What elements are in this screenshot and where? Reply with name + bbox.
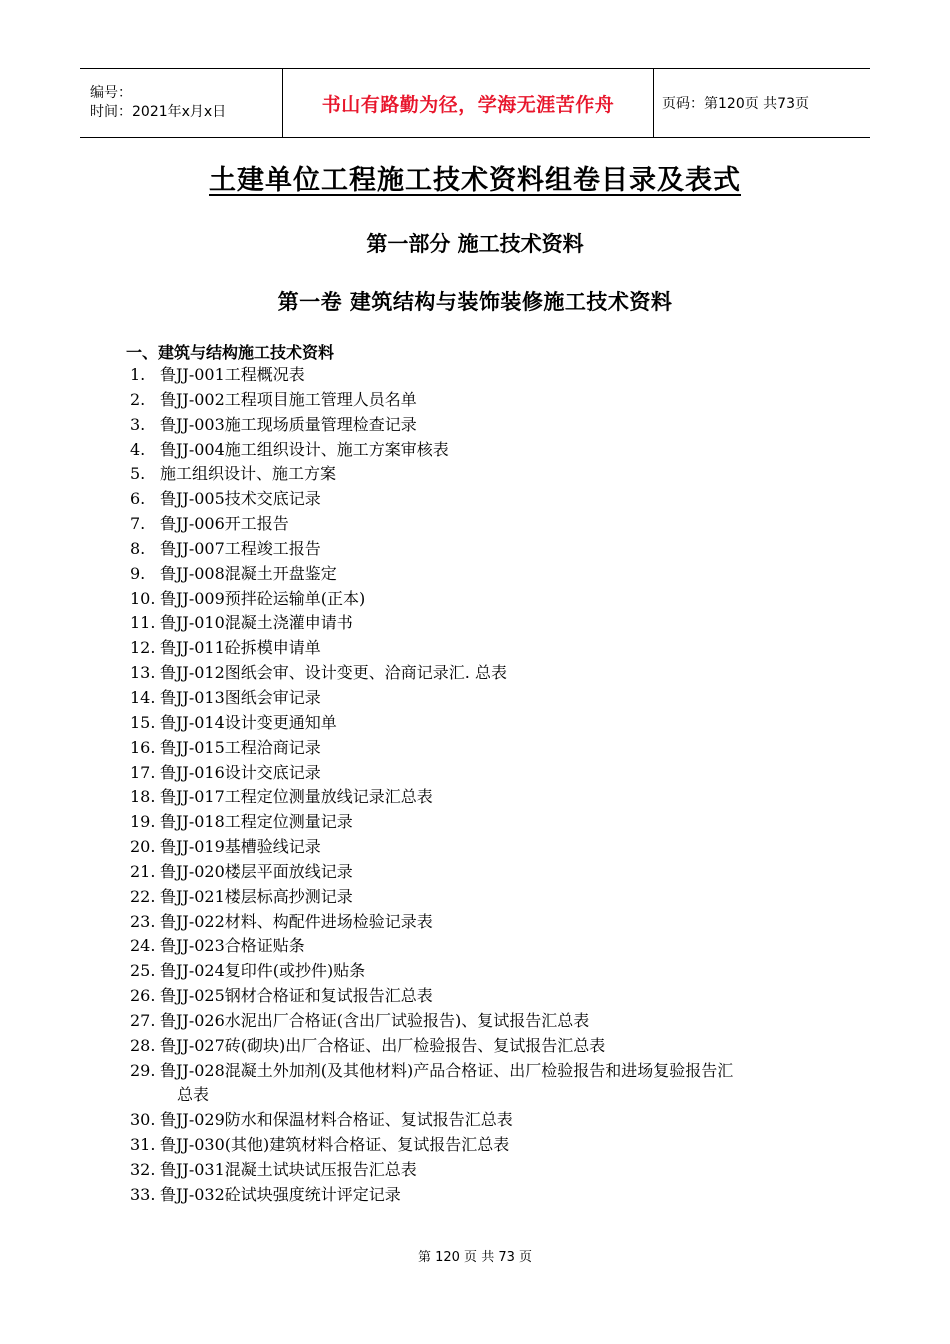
toc-item xyxy=(130,1009,850,1034)
toc-item-label: 施工组织设计、施工方案 xyxy=(160,464,337,484)
toc-item-text xyxy=(160,959,365,984)
toc-item xyxy=(130,810,850,835)
toc-item-number: 4. xyxy=(130,439,146,459)
toc-item xyxy=(130,1059,850,1109)
toc-item-number: 27. xyxy=(130,1010,156,1030)
toc-item xyxy=(130,785,850,810)
toc-item-label: 鲁JJ-002工程项目施工管理人员名单 xyxy=(160,389,417,409)
toc-item xyxy=(130,959,850,984)
toc-item-label: 鲁JJ-023合格证贴条 xyxy=(160,936,305,956)
toc-item-number: 28. xyxy=(130,1035,156,1055)
toc-item-text xyxy=(160,934,305,959)
toc-item-text xyxy=(160,413,417,438)
toc-item xyxy=(130,910,850,935)
toc-item-label: 鲁JJ-024复印件(或抄件)贴条 xyxy=(160,961,366,981)
page-label: 页码：第120页 共73页 xyxy=(662,96,809,112)
toc-item-number: 12. xyxy=(130,638,156,658)
toc-item-text xyxy=(160,487,321,512)
toc-item-continuation: 总表 xyxy=(177,1085,210,1105)
toc-item xyxy=(130,1133,850,1158)
toc-item-text xyxy=(160,636,321,661)
toc-item-text xyxy=(160,860,353,885)
volume-title: 第一卷 建筑结构与装饰装修施工技术资料 xyxy=(277,290,673,314)
toc-item-text xyxy=(160,1034,605,1059)
document-title xyxy=(0,158,950,197)
toc-item-number: 24. xyxy=(130,936,156,956)
toc-item-text xyxy=(160,587,365,612)
toc-item-label: 鲁JJ-007工程竣工报告 xyxy=(160,538,321,558)
toc-item-number: 17. xyxy=(130,762,156,782)
toc-item-text xyxy=(160,686,321,711)
toc-item xyxy=(130,934,850,959)
toc-item xyxy=(130,413,850,438)
toc-item-label: 鲁JJ-005技术交底记录 xyxy=(160,489,321,509)
toc-item-label: 鲁JJ-021楼层标高抄测记录 xyxy=(160,886,353,906)
toc-item-label: 鲁JJ-018工程定位测量记录 xyxy=(160,812,353,832)
toc-item-number: 29. xyxy=(130,1060,156,1080)
toc-item-text xyxy=(160,562,337,587)
toc-item-text xyxy=(160,1009,589,1034)
toc-item-label: 鲁JJ-004施工组织设计、施工方案审核表 xyxy=(160,439,449,459)
toc-item-label: 鲁JJ-016设计交底记录 xyxy=(160,762,321,782)
toc-item xyxy=(130,1108,850,1133)
toc-item-label: 鲁JJ-022材料、构配件进场检验记录表 xyxy=(160,911,433,931)
toc-item-number: 26. xyxy=(130,986,156,1006)
toc-item-number: 10. xyxy=(130,588,156,608)
toc-item-number: 5. xyxy=(130,464,146,484)
toc-item-label: 鲁JJ-025钢材合格证和复试报告汇总表 xyxy=(160,986,433,1006)
toc-item-text xyxy=(160,462,336,487)
toc-item-number: 9. xyxy=(130,563,146,583)
toc-item xyxy=(130,661,850,686)
toc-item-label: 鲁JJ-026水泥出厂合格证(含出厂试验报告)、复试报告汇总表 xyxy=(160,1010,590,1030)
toc-item-text xyxy=(160,761,321,786)
toc-item-text xyxy=(160,1183,401,1208)
toc-item-number: 22. xyxy=(130,886,156,906)
toc-item-label: 鲁JJ-013图纸会审记录 xyxy=(160,687,321,707)
toc-item-text xyxy=(160,984,433,1009)
toc-item-text xyxy=(160,711,337,736)
toc-item-text xyxy=(160,438,449,463)
toc-item-label: 鲁JJ-010混凝土浇灌申请书 xyxy=(160,613,353,633)
toc-item xyxy=(130,462,850,487)
toc-item-label: 鲁JJ-031混凝土试块试压报告汇总表 xyxy=(160,1160,417,1179)
toc-item xyxy=(130,636,850,661)
toc-item-text xyxy=(160,661,507,686)
toc-item-number: 30. xyxy=(130,1110,156,1130)
toc-item xyxy=(130,736,850,761)
motto: 书山有路勤为径，学海无涯苦作舟 xyxy=(321,93,615,116)
toc-item-text xyxy=(160,885,353,910)
toc-item-label: 鲁JJ-003施工现场质量管理检查记录 xyxy=(160,414,417,434)
toc-item xyxy=(130,537,850,562)
page-header xyxy=(80,68,870,138)
toc-item-number: 16. xyxy=(130,737,156,757)
toc-item-text xyxy=(160,1059,850,1109)
toc-item xyxy=(130,487,850,512)
toc-item xyxy=(130,1183,850,1208)
toc-item-text xyxy=(160,810,353,835)
toc-item xyxy=(130,835,850,860)
toc-item-label: 鲁JJ-008混凝土开盘鉴定 xyxy=(160,563,337,583)
toc-item-text xyxy=(160,388,417,413)
toc-item-text xyxy=(160,512,289,537)
toc-item-text xyxy=(160,537,321,562)
toc-item-text xyxy=(160,611,353,636)
toc-item-label: 鲁JJ-014设计变更通知单 xyxy=(160,712,337,732)
toc-item-label: 鲁JJ-032砼试块强度统计评定记录 xyxy=(160,1184,401,1204)
toc-item xyxy=(130,860,850,885)
toc-item-number: 1. xyxy=(130,365,146,384)
toc-item-label: 鲁JJ-011砼拆模申请单 xyxy=(160,638,321,658)
toc-item-number: 2. xyxy=(130,389,146,409)
header-page-cell xyxy=(654,69,870,137)
toc-item-text xyxy=(160,1133,509,1158)
toc-item xyxy=(130,686,850,711)
part-title: 第一部分 施工技术资料 xyxy=(366,232,584,256)
toc-item-label: 鲁JJ-019基槽验线记录 xyxy=(160,837,321,857)
page-footer: 第 120 页 共 73 页 xyxy=(417,1250,533,1265)
toc-item-number: 15. xyxy=(130,712,156,732)
toc-item-number: 3. xyxy=(130,414,146,434)
time-label: 时间：2021年x月x日 xyxy=(90,104,227,120)
toc-item xyxy=(130,438,850,463)
toc-item-number: 21. xyxy=(130,861,156,881)
toc-list xyxy=(130,363,850,1208)
toc-item-label: 鲁JJ-027砖(砌块)出厂合格证、出厂检验报告、复试报告汇总表 xyxy=(160,1035,606,1055)
toc-item xyxy=(130,512,850,537)
toc-item-label: 鲁JJ-028混凝土外加剂(及其他材料)产品合格证、出厂检验报告和进场复验报告汇 xyxy=(160,1060,734,1080)
toc-item xyxy=(130,388,850,413)
toc-item-text xyxy=(160,910,433,935)
toc-item-number: 33. xyxy=(130,1184,156,1204)
toc-item-label: 鲁JJ-006开工报告 xyxy=(160,514,289,534)
toc-item-number: 32. xyxy=(130,1160,156,1179)
toc-item xyxy=(130,611,850,636)
toc-item xyxy=(130,363,850,388)
toc-item-number: 23. xyxy=(130,911,156,931)
toc-item-number: 11. xyxy=(130,613,156,633)
toc-item-text xyxy=(160,1158,417,1183)
toc-item xyxy=(130,711,850,736)
toc-item-number: 13. xyxy=(130,663,156,683)
toc-item-text xyxy=(160,785,433,810)
toc-item-label: 鲁JJ-009预拌砼运输单(正本) xyxy=(160,588,366,608)
toc-item-label: 鲁JJ-012图纸会审、设计变更、洽商记录汇. 总表 xyxy=(160,663,507,683)
toc-item-text xyxy=(160,736,321,761)
toc-item-number: 18. xyxy=(130,787,156,807)
section-heading: 一、建筑与结构施工技术资料 xyxy=(126,343,335,362)
toc-item xyxy=(130,885,850,910)
header-motto-cell xyxy=(282,69,654,137)
toc-item-label: 鲁JJ-030(其他)建筑材料合格证、复试报告汇总表 xyxy=(160,1135,510,1155)
toc-item xyxy=(130,562,850,587)
document-title-text: 土建单位工程施工技术资料组卷目录及表式 xyxy=(209,165,741,196)
toc-item-number: 31. xyxy=(130,1135,156,1155)
toc-item xyxy=(130,587,850,612)
toc-item-number: 7. xyxy=(130,514,146,534)
header-left-cell xyxy=(80,69,282,137)
toc-item-label: 鲁JJ-020楼层平面放线记录 xyxy=(160,861,353,881)
toc-item xyxy=(130,761,850,786)
toc-item-text xyxy=(160,1108,513,1133)
number-label: 编号： xyxy=(90,85,132,101)
toc-item-number: 6. xyxy=(130,489,146,509)
toc-item xyxy=(130,1034,850,1059)
toc-item-number: 20. xyxy=(130,837,156,857)
toc-item-text xyxy=(160,835,321,860)
toc-item-label: 鲁JJ-017工程定位测量放线记录汇总表 xyxy=(160,787,433,807)
toc-item-label: 鲁JJ-001工程概况表 xyxy=(160,365,305,384)
toc-item-number: 19. xyxy=(130,812,156,832)
toc-item-text xyxy=(160,363,305,388)
toc-item xyxy=(130,984,850,1009)
toc-item-label: 鲁JJ-029防水和保温材料合格证、复试报告汇总表 xyxy=(160,1110,513,1130)
toc-item-label: 鲁JJ-015工程洽商记录 xyxy=(160,737,321,757)
toc-item xyxy=(130,1158,850,1183)
toc-item-number: 25. xyxy=(130,961,156,981)
toc-item-number: 8. xyxy=(130,538,146,558)
toc-item-number: 14. xyxy=(130,687,156,707)
